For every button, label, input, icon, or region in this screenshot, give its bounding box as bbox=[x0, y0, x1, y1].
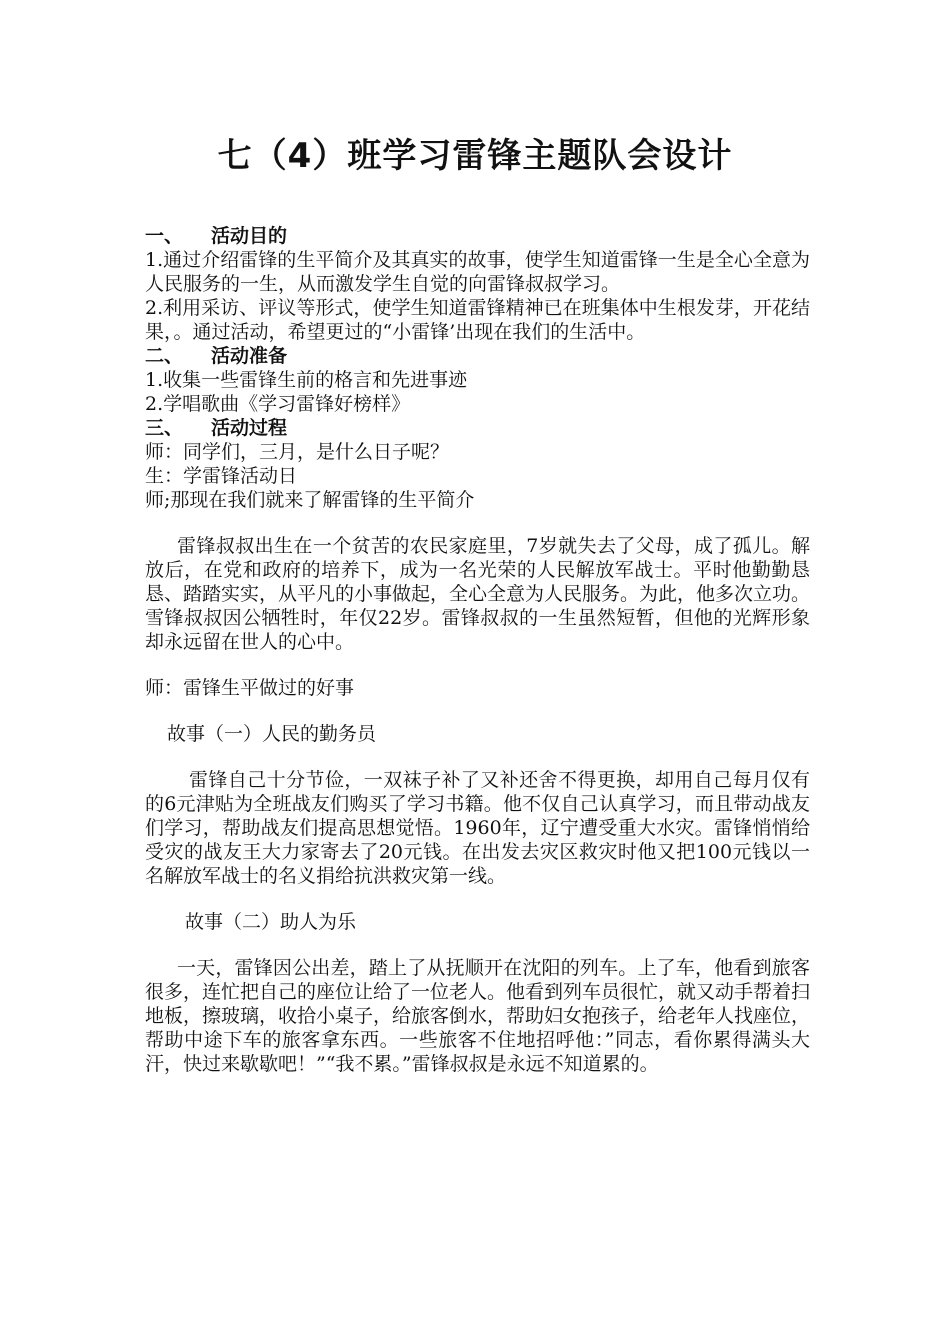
dialogue-line-2: 生：学雷锋活动日 bbox=[145, 465, 298, 487]
section-number: 一、 bbox=[145, 225, 184, 247]
teacher-line: 师：雷锋生平做过的好事 bbox=[145, 677, 355, 699]
section-title: 活动准备 bbox=[211, 345, 288, 367]
section-number: 二、 bbox=[145, 345, 184, 367]
preparation-line-2: 2.学唱歌曲《学习雷锋好榜样》 bbox=[145, 393, 411, 415]
section-heading-process bbox=[145, 416, 810, 440]
section-heading-preparation bbox=[145, 344, 810, 368]
document-title: 七（4）班学习雷锋主题队会设计 bbox=[217, 136, 733, 176]
dialogue-line-1: 师：同学们，三月，是什么日子呢？ bbox=[145, 441, 450, 463]
bio-paragraph: 雷锋叔叔出生在一个贫苦的农民家庭里，7岁就失去了父母，成了孤儿。解放后，在党和政府的培养下，成为一名光荣的人民解放军战士。平时他勤勤恳恳、踏踏实实，从平凡的小事做起，全心全意为人民服务。为此，他多次立功。雪锋叔叔因公牺牲时，年仅22岁。雷锋叔叔的一生虽然短暂，但他的光辉形象却永远留在世人的心中。 bbox=[145, 535, 811, 653]
section-title: 活动目的 bbox=[211, 225, 288, 247]
section-title: 活动过程 bbox=[211, 417, 288, 439]
purpose-line-1: 1.通过介绍雷锋的生平简介及其真实的故事，使学生知道雷锋一生是全心全意为人民服务的一生，从而激发学生自觉的向雷锋叔叔学习。 bbox=[145, 249, 810, 295]
story1-text: 雷锋自己十分节俭，一双袜子补了又补还舍不得更换，却用自己每月仅有的6元津贴为全班战友们购买了学习书籍。他不仅自己认真学习，而且带动战友们学习，帮助战友们提高思想觉悟。1960年，辽宁遭受重大水灾。雷锋悄悄给受灾的战友王大力家寄去了20元钱。在出发去灾区救灾时他又把100元钱以一名解放军战士的名义捐给抗洪救灾第一线。 bbox=[145, 769, 810, 887]
story1-heading: 故事（一）人民的勤务员 bbox=[167, 723, 377, 745]
purpose-line-2: 2.利用采访、评议等形式，使学生知道雷锋精神已在班集体中生根发芽，开花结果，。通过活动，希望更过的“小雷锋’出现在我们的生活中。 bbox=[145, 297, 810, 343]
section-heading-purpose bbox=[145, 224, 810, 248]
story2-text: 一天，雷锋因公出差，踏上了从抚顺开在沈阳的列车。上了车，他看到旅客很多，连忙把自己的座位让给了一位老人。他看到列车员很忙，就又动手帮着扫地板，擦玻璃，收拾小桌子，给旅客倒水，帮助妇女抱孩子，给老年人找座位，帮助中途下车的旅客拿东西。一些旅客不住地招呼他：”同志，看你累得满头大汗，快过来歇歇吧！”“我不累。”雷锋叔叔是永远不知道累的。 bbox=[145, 957, 811, 1075]
section-number: 三、 bbox=[145, 417, 184, 439]
preparation-line-1: 1.收集一些雷锋生前的格言和先进事迹 bbox=[145, 369, 468, 391]
story2-heading: 故事（二）助人为乐 bbox=[185, 911, 357, 933]
dialogue-line-3: 师;那现在我们就来了解雷锋的生平简介 bbox=[145, 489, 475, 511]
document-body bbox=[145, 224, 810, 1076]
